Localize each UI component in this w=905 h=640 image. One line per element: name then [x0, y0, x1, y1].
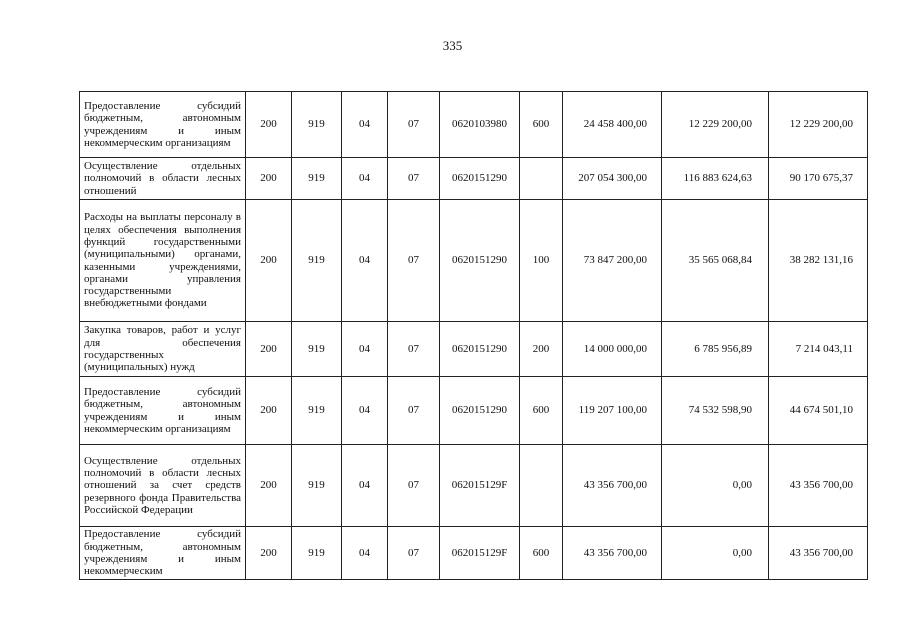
code-cell: 919: [292, 92, 342, 158]
code-cell: 919: [292, 527, 342, 580]
table-row: [80, 158, 868, 200]
budget-table: [79, 91, 868, 580]
target-code-cell: 0620103980: [440, 92, 520, 158]
sum-1-cell: 119 207 100,00: [563, 377, 662, 445]
row-name-cell: Расходы на выплаты персоналу в целях обеспечения выполнения функций государственными (муниципальными) органами, казенными учреждениями, органами управления государственными внебюджетными фондами: [80, 200, 246, 322]
table-row: [80, 200, 868, 322]
row-name-cell: Осуществление отдельных полномочий в области лесных отношений за счет средств резервного фонда Правительства Российской Федерации: [80, 445, 246, 527]
row-name-cell: Осуществление отдельных полномочий в области лесных отношений: [80, 158, 246, 200]
row-name-cell: Предоставление субсидий бюджетным, автономным учреждениям и иным некоммерческим организациям: [80, 92, 246, 158]
sum-3-cell: 43 356 700,00: [769, 445, 868, 527]
admin-cell: 200: [246, 445, 292, 527]
target-code-cell: 0620151290: [440, 322, 520, 377]
admin-cell: 200: [246, 158, 292, 200]
section-cell: 04: [342, 445, 388, 527]
table-row: [80, 377, 868, 445]
row-name-cell: Закупка товаров, работ и услуг для обеспечения государственных (муниципальных) нужд: [80, 322, 246, 377]
table-row: [80, 92, 868, 158]
code-cell: 919: [292, 322, 342, 377]
row-name-cell: Предоставление субсидий бюджетным, автономным учреждениям и иным некоммерческим организациям: [80, 377, 246, 445]
subsection-cell: 07: [388, 200, 440, 322]
subsection-cell: 07: [388, 322, 440, 377]
code-cell: 919: [292, 445, 342, 527]
subsection-cell: 07: [388, 92, 440, 158]
target-code-cell: 062015129F: [440, 445, 520, 527]
sum-2-cell: 12 229 200,00: [662, 92, 769, 158]
budget-table-body: [80, 92, 868, 580]
expense-type-cell: [520, 445, 563, 527]
sum-2-cell: 116 883 624,63: [662, 158, 769, 200]
sum-1-cell: 43 356 700,00: [563, 445, 662, 527]
sum-2-cell: 0,00: [662, 445, 769, 527]
section-cell: 04: [342, 200, 388, 322]
code-cell: 919: [292, 200, 342, 322]
sum-2-cell: 35 565 068,84: [662, 200, 769, 322]
sum-3-cell: 7 214 043,11: [769, 322, 868, 377]
sum-3-cell: 43 356 700,00: [769, 527, 868, 580]
target-code-cell: 0620151290: [440, 377, 520, 445]
expense-type-cell: 600: [520, 527, 563, 580]
expense-type-cell: 600: [520, 377, 563, 445]
section-cell: 04: [342, 527, 388, 580]
sum-3-cell: 12 229 200,00: [769, 92, 868, 158]
sum-1-cell: 73 847 200,00: [563, 200, 662, 322]
section-cell: 04: [342, 322, 388, 377]
code-cell: 919: [292, 158, 342, 200]
expense-type-cell: 100: [520, 200, 563, 322]
sum-1-cell: 43 356 700,00: [563, 527, 662, 580]
sum-2-cell: 74 532 598,90: [662, 377, 769, 445]
subsection-cell: 07: [388, 377, 440, 445]
subsection-cell: 07: [388, 158, 440, 200]
target-code-cell: 062015129F: [440, 527, 520, 580]
sum-3-cell: 90 170 675,37: [769, 158, 868, 200]
expense-type-cell: 200: [520, 322, 563, 377]
subsection-cell: 07: [388, 527, 440, 580]
sum-1-cell: 24 458 400,00: [563, 92, 662, 158]
sum-3-cell: 38 282 131,16: [769, 200, 868, 322]
section-cell: 04: [342, 92, 388, 158]
table-row: [80, 322, 868, 377]
sum-1-cell: 14 000 000,00: [563, 322, 662, 377]
target-code-cell: 0620151290: [440, 158, 520, 200]
section-cell: 04: [342, 377, 388, 445]
sum-1-cell: 207 054 300,00: [563, 158, 662, 200]
table-row: [80, 445, 868, 527]
row-name-cell: Предоставление субсидий бюджетным, автономным учреждениям и иным некоммерческим: [80, 527, 246, 580]
admin-cell: 200: [246, 527, 292, 580]
expense-type-cell: 600: [520, 92, 563, 158]
subsection-cell: 07: [388, 445, 440, 527]
sum-3-cell: 44 674 501,10: [769, 377, 868, 445]
code-cell: 919: [292, 377, 342, 445]
page-number: 335: [442, 38, 463, 53]
admin-cell: 200: [246, 377, 292, 445]
target-code-cell: 0620151290: [440, 200, 520, 322]
admin-cell: 200: [246, 200, 292, 322]
admin-cell: 200: [246, 92, 292, 158]
table-row: [80, 527, 868, 580]
sum-2-cell: 0,00: [662, 527, 769, 580]
admin-cell: 200: [246, 322, 292, 377]
expense-type-cell: [520, 158, 563, 200]
sum-2-cell: 6 785 956,89: [662, 322, 769, 377]
section-cell: 04: [342, 158, 388, 200]
